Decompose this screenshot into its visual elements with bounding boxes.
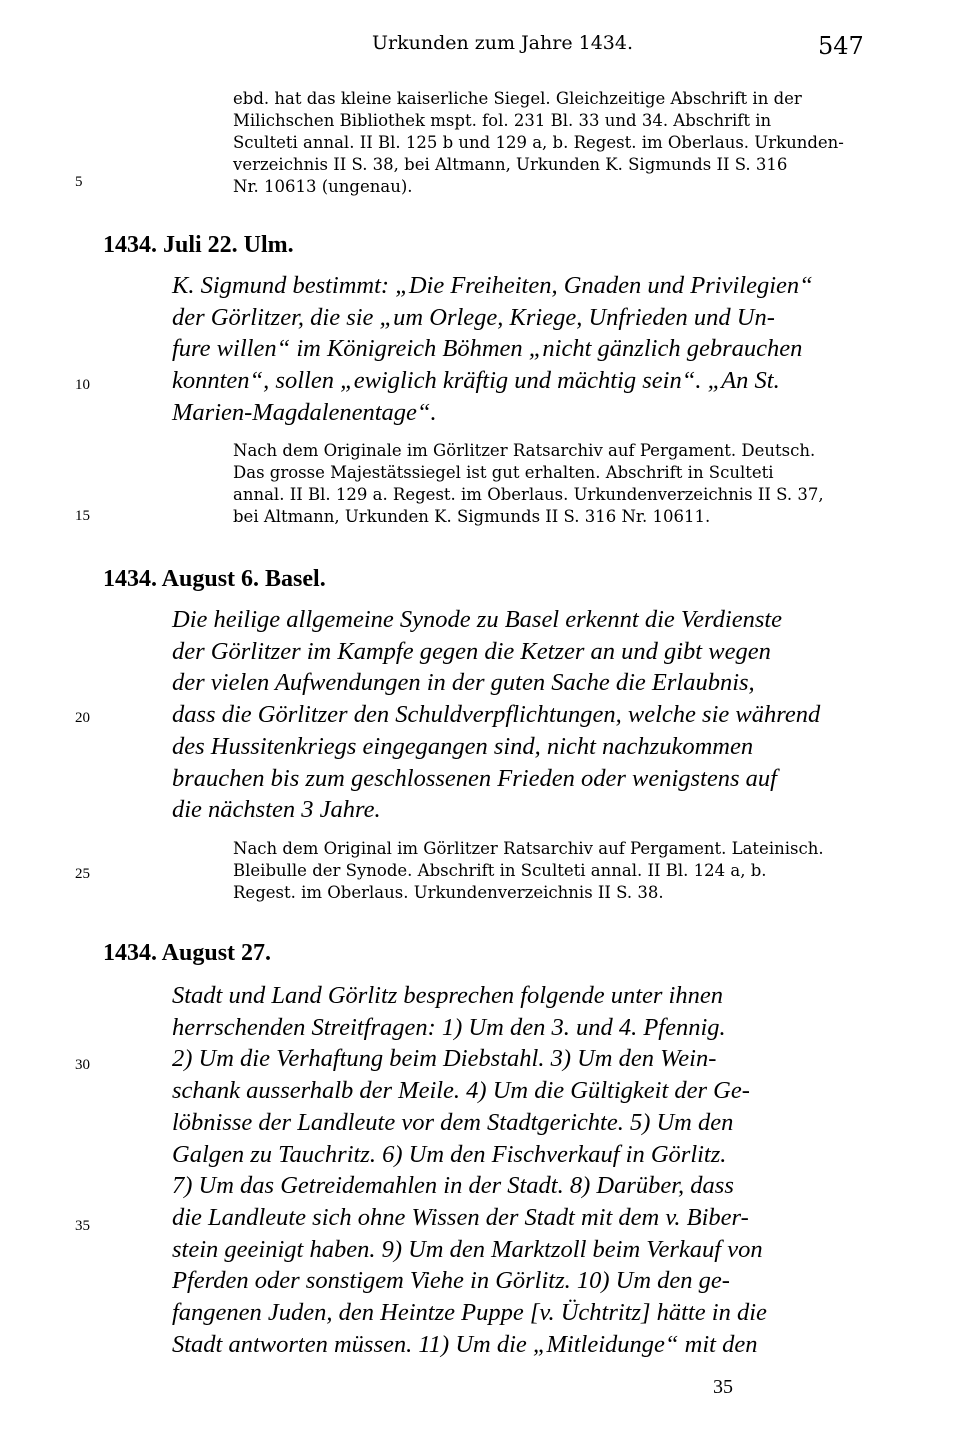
note-line: Nr. 10613 (ungenau). [233, 177, 413, 196]
note-line: verzeichnis II S. 38, bei Altmann, Urkunden K. Sigmunds II S. 316 [233, 155, 788, 174]
summary-line: der vielen Aufwendungen in der guten Sache die Erlaubnis, [172, 669, 755, 697]
summary-line: 7) Um das Getreidemahlen in der Stadt. 8) Darüber, dass [172, 1172, 734, 1200]
entry-note [233, 440, 824, 528]
summary-line: löbnisse der Landleute vor dem Stadtgerichte. 5) Um den [172, 1108, 734, 1136]
note-line: Sculteti annal. II Bl. 125 b und 129 a, b. Regest. im Oberlaus. Urkunden- [233, 133, 844, 152]
summary-line: der Görlitzer, die sie „um Orlege, Kriege, Unfrieden und Un- [172, 303, 775, 331]
line-number: 30 [75, 1057, 90, 1073]
note-line: Milichschen Bibliothek mspt. fol. 231 Bl. 33 und 34. Abschrift in [233, 111, 772, 130]
note-line: bei Altmann, Urkunden K. Sigmunds II S. 316 Nr. 10611. [233, 507, 711, 526]
summary-line: Die heilige allgemeine Synode zu Basel erkennt die Verdienste [172, 606, 783, 633]
top-note [233, 88, 844, 198]
entry-note [233, 838, 824, 904]
entry-date: 1434. August 6. Basel. [103, 566, 326, 592]
summary-line: schank ausserhalb der Meile. 4) Um die Gültigkeit der Ge- [172, 1077, 750, 1105]
note-line: Nach dem Originale im Görlitzer Ratsarchiv auf Pergament. Deutsch. [233, 441, 816, 460]
line-number: 25 [75, 866, 90, 882]
summary-line: die nächsten 3 Jahre. [172, 796, 381, 824]
summary-line: die Landleute sich ohne Wissen der Stadt mit dem v. Biber- [172, 1203, 749, 1231]
summary-line: herrschenden Streitfragen: 1) Um den 3. und 4. Pfennig. [172, 1013, 726, 1041]
summary-line: Stadt und Land Görlitz besprechen folgende unter ihnen [172, 982, 723, 1009]
entry-summary [172, 980, 892, 1360]
summary-line: der Görlitzer im Kampfe gegen die Ketzer an und gibt wegen [172, 637, 771, 665]
summary-line: 2) Um die Verhaftung beim Diebstahl. 3) Um den Wein- [172, 1045, 717, 1073]
summary-line: dass die Görlitzer den Schuldverpflichtungen, welche sie während [172, 701, 821, 729]
page-number: 547 [818, 32, 864, 60]
line-number: 20 [75, 710, 90, 726]
entry-date: 1434. August 27. [103, 940, 272, 966]
line-number: 35 [75, 1218, 90, 1234]
line-number: 10 [75, 377, 90, 393]
entry-date: 1434. Juli 22. Ulm. [103, 232, 294, 258]
summary-line: Marien-Magdalenentage“. [172, 398, 437, 426]
note-line: Bleibulle der Synode. Abschrift in Sculteti annal. II Bl. 124 a, b. [233, 861, 767, 880]
entry-summary [172, 604, 892, 826]
note-line: Regest. im Oberlaus. Urkundenverzeichnis II S. 38. [233, 883, 664, 902]
note-line: Nach dem Original im Görlitzer Ratsarchiv auf Pergament. Lateinisch. [233, 839, 824, 858]
note-line: Das grosse Majestätssiegel ist gut erhalten. Abschrift in Sculteti [233, 463, 774, 482]
summary-line: des Hussitenkriegs eingegangen sind, nicht nachzukommen [172, 732, 754, 760]
line-number: 5 [75, 174, 83, 190]
summary-line: Pferden oder sonstigem Viehe in Görlitz. 10) Um den ge- [172, 1267, 730, 1295]
summary-line: stein geeinigt haben. 9) Um den Marktzoll beim Verkauf von [172, 1235, 763, 1263]
summary-line: Stadt antworten müssen. 11) Um die „Mitleidunge“ mit den [172, 1330, 758, 1358]
note-line: annal. II Bl. 129 a. Regest. im Oberlaus. Urkundenverzeichnis II S. 37, [233, 485, 824, 504]
summary-line: konnten“, sollen „ewiglich kräftig und mächtig sein“. „An St. [172, 367, 780, 395]
printer-signature: 35 [713, 1376, 733, 1398]
line-number: 15 [75, 508, 90, 524]
note-line: ebd. hat das kleine kaiserliche Siegel. Gleichzeitige Abschrift in der [233, 89, 802, 108]
summary-line: fangenen Juden, den Heintze Puppe [v. Üchtritz] hätte in die [172, 1299, 767, 1327]
summary-line: brauchen bis zum geschlossenen Frieden oder wenigstens auf [172, 764, 777, 792]
running-title: Urkunden zum Jahre 1434. [372, 32, 634, 54]
entry-summary [172, 270, 892, 429]
summary-line: fure willen“ im Königreich Böhmen „nicht gänzlich gebrauchen [172, 335, 803, 363]
summary-line: Galgen zu Tauchritz. 6) Um den Fischverkauf in Görlitz. [172, 1140, 727, 1168]
summary-line: K. Sigmund bestimmt: „Die Freiheiten, Gnaden und Privilegien“ [172, 272, 813, 299]
